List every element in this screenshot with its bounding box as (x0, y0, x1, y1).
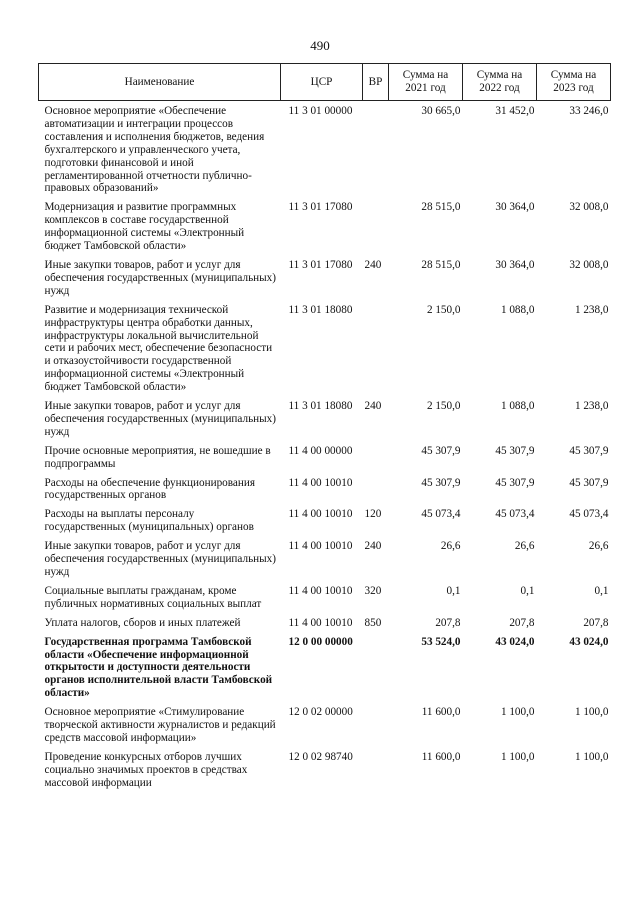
row-csr: 12 0 02 98740 (288, 750, 353, 763)
row-name: Прочие основные мероприятия, не вошедшие в подпрограммы (44, 444, 271, 470)
header-vr: ВР (363, 64, 389, 101)
table-row (39, 745, 611, 790)
row-vr: 850 (364, 616, 382, 629)
header-name: Наименование (39, 64, 281, 101)
row-sum-2023: 1 100,0 (574, 706, 609, 719)
row-csr: 11 4 00 10010 (288, 540, 353, 553)
row-sum-2022: 1 088,0 (500, 303, 535, 316)
row-name: Расходы на выплаты персоналу государственных (муниципальных) органов (44, 508, 254, 534)
table-row (39, 439, 611, 471)
row-name: Модернизация и развитие программных комплексов в составе государственной информационной системы «Электронный бюджет Тамбовской области» (44, 201, 245, 253)
row-sum-2023: 32 008,0 (569, 258, 609, 271)
row-name: Иные закупки товаров, работ и услуг для обеспечения государственных (муниципальных) нужд (44, 258, 276, 297)
row-name: Социальные выплаты гражданам, кроме публичных нормативных социальных выплат (44, 584, 262, 610)
row-name: Развитие и модернизация технической инфраструктуры центра обработки данных, инфраструктуры локальной вычислительной сети и рабочих мест, обеспечение безопасности и отказоустойчивости государственной информационной системы «Электронный бюджет Тамбовской области» (44, 303, 273, 394)
header-2023: Сумма на 2023 год (537, 64, 611, 101)
table-row (39, 579, 611, 611)
row-sum-2023: 45 307,9 (569, 444, 609, 457)
table-row (39, 611, 611, 630)
row-sum-2021: 0,1 (446, 584, 461, 597)
row-sum-2021: 2 150,0 (426, 303, 461, 316)
table-row (39, 195, 611, 253)
row-vr: 120 (364, 508, 382, 521)
row-sum-2022: 30 364,0 (495, 258, 535, 271)
page-number: 490 (310, 38, 330, 53)
table-row (39, 101, 611, 196)
row-sum-2023: 1 238,0 (574, 400, 609, 413)
row-vr (363, 700, 389, 745)
row-sum-2021: 45 307,9 (421, 444, 461, 457)
row-sum-2022: 1 100,0 (500, 750, 535, 763)
row-sum-2021: 45 307,9 (421, 476, 461, 489)
row-vr (363, 630, 389, 701)
row-sum-2023: 43 024,0 (569, 635, 609, 648)
row-sum-2022: 45 073,4 (495, 508, 535, 521)
row-sum-2022: 45 307,9 (495, 444, 535, 457)
row-csr: 11 3 01 00000 (288, 105, 353, 117)
row-sum-2021: 2 150,0 (426, 400, 461, 413)
row-csr: 12 0 02 00000 (288, 706, 353, 719)
row-sum-2021: 45 073,4 (421, 508, 461, 521)
row-sum-2022: 43 024,0 (495, 635, 535, 648)
row-sum-2023: 45 073,4 (569, 508, 609, 521)
row-vr: 240 (364, 540, 382, 553)
table-row (39, 253, 611, 298)
row-sum-2022: 0,1 (520, 584, 535, 597)
row-vr: 320 (364, 584, 382, 597)
row-name: Уплата налогов, сборов и иных платежей (44, 616, 241, 629)
table-row (39, 471, 611, 503)
row-sum-2021: 28 515,0 (421, 258, 461, 271)
row-sum-2022: 207,8 (509, 616, 535, 629)
row-sum-2023: 0,1 (594, 584, 609, 597)
table-row (39, 630, 611, 701)
row-name: Государственная программа Тамбовской области «Обеспечение информационной открытости и доступности деятельности органов исполнительной власти Тамбовской области» (44, 635, 273, 700)
row-sum-2021: 53 524,0 (421, 635, 461, 648)
header-2022: Сумма на 2022 год (463, 64, 537, 101)
table-row (39, 394, 611, 439)
row-sum-2023: 26,6 (588, 540, 609, 553)
row-sum-2023: 207,8 (583, 616, 609, 629)
row-sum-2022: 31 452,0 (495, 105, 535, 117)
row-name: Основное мероприятие «Стимулирование творческой активности журналистов и редакций средств массовой информации» (44, 706, 276, 744)
row-name: Иные закупки товаров, работ и услуг для обеспечения государственных (муниципальных) нужд (44, 400, 276, 438)
row-sum-2022: 45 307,9 (495, 476, 535, 489)
row-csr: 12 0 00 00000 (288, 635, 353, 648)
budget-table (38, 63, 611, 790)
row-csr: 11 4 00 10010 (288, 584, 353, 597)
row-csr: 11 3 01 17080 (288, 201, 353, 214)
row-vr (363, 298, 389, 394)
table-row (39, 502, 611, 534)
row-vr: 240 (364, 258, 382, 271)
row-sum-2022: 26,6 (514, 540, 535, 553)
row-sum-2021: 11 600,0 (421, 706, 461, 719)
row-name: Основное мероприятие «Обеспечение автоматизации и интеграции процессов составления и исполнения бюджетов, ведения бухгалтерского и управленческого учета, подготовки финансовой и иной регламентированной отчетности публично-правовых образований» (44, 105, 265, 195)
row-vr (363, 101, 389, 196)
row-name: Проведение конкурсных отборов лучших социально значимых проектов в средствах массовой информации (44, 750, 248, 789)
row-csr: 11 4 00 00000 (288, 444, 353, 457)
row-sum-2021: 11 600,0 (421, 750, 461, 763)
row-csr: 11 4 00 10010 (288, 476, 353, 489)
row-csr: 11 3 01 18080 (288, 303, 353, 316)
table-row (39, 534, 611, 579)
row-sum-2023: 33 246,0 (569, 105, 609, 117)
row-csr: 11 3 01 17080 (288, 258, 353, 271)
row-sum-2021: 207,8 (435, 616, 461, 629)
row-vr (363, 195, 389, 253)
table-header-row (39, 64, 611, 101)
row-sum-2023: 1 100,0 (574, 750, 609, 763)
row-vr (363, 471, 389, 503)
row-csr: 11 4 00 10010 (288, 616, 353, 629)
header-csr: ЦСР (281, 64, 363, 101)
header-2021: Сумма на 2021 год (389, 64, 463, 101)
row-sum-2022: 1 088,0 (500, 400, 535, 413)
table-row (39, 700, 611, 745)
row-csr: 11 4 00 10010 (288, 508, 353, 521)
row-name: Иные закупки товаров, работ и услуг для обеспечения государственных (муниципальных) нужд (44, 540, 276, 578)
row-sum-2021: 28 515,0 (421, 201, 461, 214)
row-vr (363, 745, 389, 790)
row-vr (363, 439, 389, 471)
row-csr: 11 3 01 18080 (288, 400, 353, 413)
row-sum-2022: 30 364,0 (495, 201, 535, 214)
row-sum-2021: 30 665,0 (421, 105, 461, 117)
row-vr: 240 (364, 400, 382, 413)
row-sum-2023: 32 008,0 (569, 201, 609, 214)
row-sum-2023: 45 307,9 (569, 476, 609, 489)
row-name: Расходы на обеспечение функционирования государственных органов (44, 476, 255, 502)
row-sum-2022: 1 100,0 (500, 706, 535, 719)
row-sum-2023: 1 238,0 (574, 303, 609, 316)
table-row (39, 298, 611, 394)
row-sum-2021: 26,6 (440, 540, 461, 553)
